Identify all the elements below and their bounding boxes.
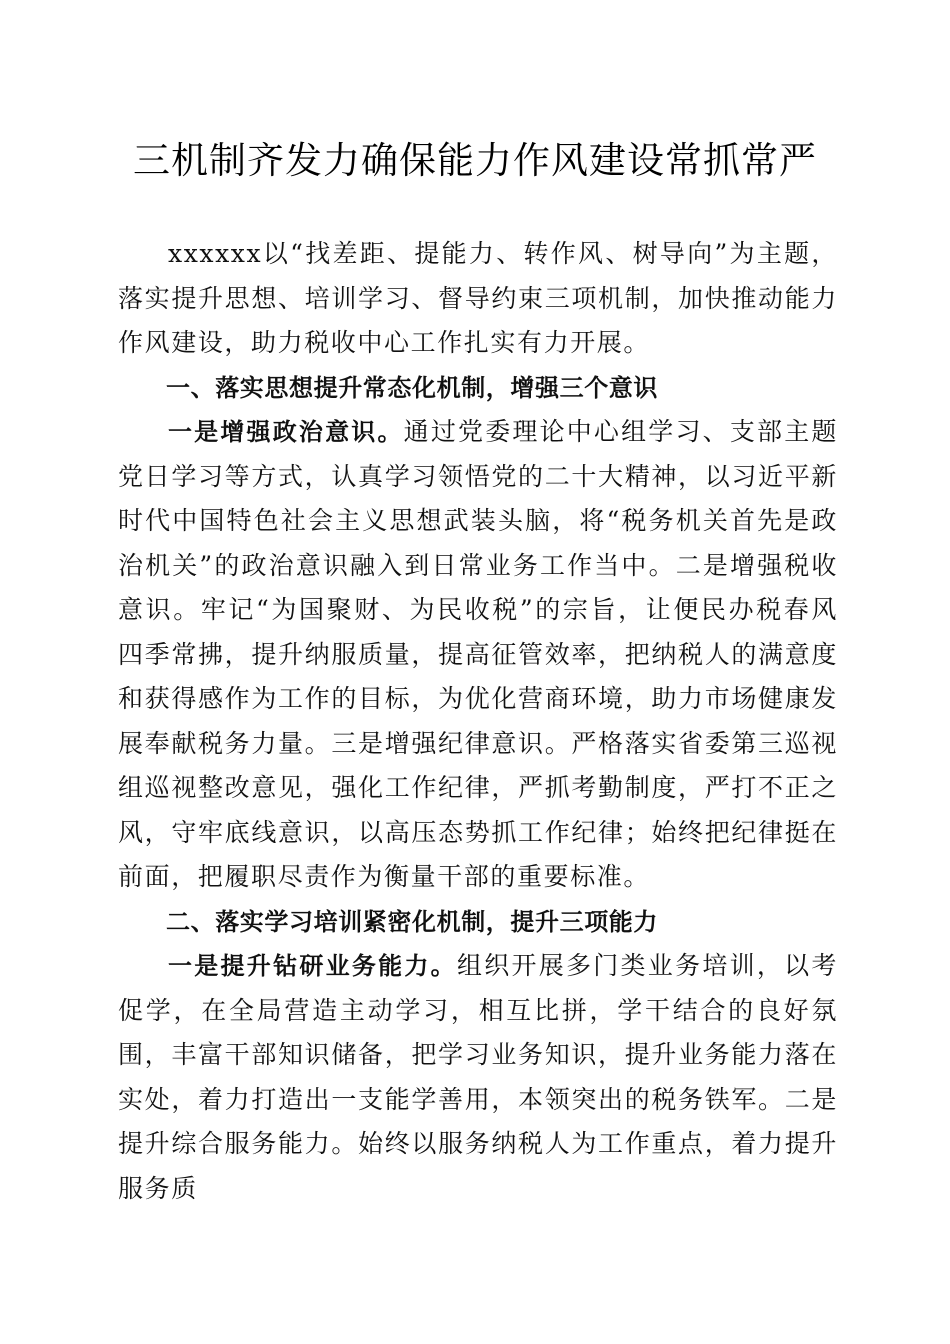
- section-2-paragraph: [118, 944, 838, 1211]
- section-1-paragraph: [118, 410, 838, 900]
- section-2-lead: 一是提升钻研业务能力。: [168, 952, 457, 980]
- section-1-text: 通过党委理论中心组学习、支部主题党日学习等方式，认真学习领悟党的二十大精神，以习近平新时代中国特色社会主义思想武装头脑，将“税务机关首先是政治机关”的政治意识融入到日常业务工作当中。二是增强税收意识。牢记“为国聚财、为民收税”的宗旨，让便民办税春风四季常拂，提升纳服质量，提高征管效率，把纳税人的满意度和获得感作为工作的目标，为优化营商环境，助力市场健康发展奉献税务力量。三是增强纪律意识。严格落实省委第三巡视组巡视整改意见，强化工作纪律，严抓考勤制度，严打不正之风，守牢底线意识，以高压态势抓工作纪律；始终把纪律挺在前面，把履职尽责作为衡量干部的重要标准。: [118, 417, 838, 891]
- section-2-heading: 二、落实学习培训紧密化机制，提升三项能力: [166, 907, 658, 936]
- intro-paragraph: xxxxxx以“找差距、提能力、转作风、树导向”为主题，落实提升思想、培训学习、督导约束三项机制，加快推动能力作风建设，助力税收中心工作扎实有力开展。: [118, 239, 838, 357]
- document-body: [118, 232, 838, 1211]
- section-1-heading: 一、落实思想提升常态化机制，增强三个意识: [166, 373, 658, 402]
- section-1-lead: 一是增强政治意识。: [168, 418, 404, 446]
- document-title: 三机制齐发力确保能力作风建设常抓常严: [133, 139, 817, 182]
- section-2-text: 组织开展多门类业务培训，以考促学，在全局营造主动学习，相互比拼，学干结合的良好氛围，丰富干部知识储备，把学习业务知识，提升业务能力落在实处，着力打造出一支能学善用，本领突出的税务铁军。二是提升综合服务能力。始终以服务纳税人为工作重点，着力提升服务质: [118, 951, 838, 1203]
